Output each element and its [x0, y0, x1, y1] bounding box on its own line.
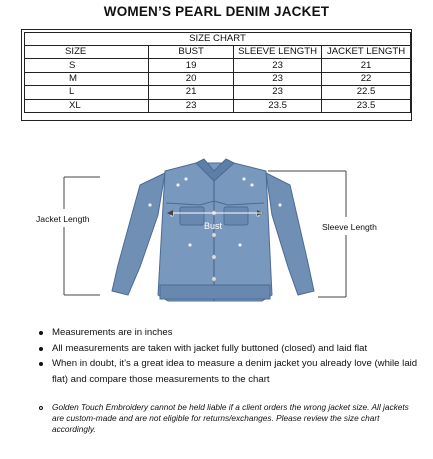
sleeve-length-cell: 23.5 — [234, 99, 322, 112]
jacket-length-cell: 22 — [322, 72, 411, 85]
sleeve-length-cell: 23 — [234, 59, 322, 72]
bust-cell: 23 — [149, 99, 234, 112]
column-header-sleeve-length: SLEEVE LENGTH — [234, 46, 322, 59]
size-cell: M — [25, 72, 149, 85]
size-cell: XL — [25, 99, 149, 112]
jacket-measurement-diagram — [0, 145, 433, 315]
table-row — [25, 99, 411, 112]
bust-cell: 19 — [149, 59, 234, 72]
size-chart-caption-row — [25, 33, 411, 46]
table-row — [25, 72, 411, 85]
size-cell: L — [25, 86, 149, 99]
sleeve-length-cell: 23 — [234, 72, 322, 85]
jacket-length-bracket — [64, 177, 100, 295]
column-header-size: SIZE — [25, 46, 149, 59]
bust-label: Bust — [204, 221, 223, 231]
jacket-length-cell: 21 — [322, 59, 411, 72]
disclaimer-note: Golden Touch Embroidery cannot be held liable if a client orders the wrong jacket size. All jackets are custom-made and are not eligible for returns/exchanges. Please review the size chart accordingly. — [36, 402, 416, 435]
column-header-bust: BUST — [149, 46, 234, 59]
list-item: When in doubt, it’s a great idea to measure a denim jacket you already love (while laid flat) and compare those measurements to the chart — [36, 356, 426, 387]
jacket-length-cell: 23.5 — [322, 99, 411, 112]
sleeve-length-cell: 23 — [234, 86, 322, 99]
column-header-jacket-length: JACKET LENGTH — [322, 46, 411, 59]
list-item: Measurements are in inches — [36, 325, 426, 341]
measurement-notes — [36, 325, 426, 387]
bullet-icon — [39, 362, 43, 366]
table-row — [25, 86, 411, 99]
size-chart-table — [24, 32, 411, 113]
hollow-bullet-icon — [39, 406, 43, 410]
table-row — [25, 59, 411, 72]
bullet-icon — [39, 347, 43, 351]
jacket-length-label: Jacket Length — [36, 214, 90, 224]
page-title: WOMEN’S PEARL DENIM JACKET — [103, 4, 330, 19]
bust-cell: 21 — [149, 86, 234, 99]
size-chart-caption: SIZE CHART — [25, 33, 411, 46]
size-cell: S — [25, 59, 149, 72]
bullet-icon — [39, 331, 43, 335]
list-item: All measurements are taken with jacket fully buttoned (closed) and laid flat — [36, 341, 426, 357]
sleeve-length-label: Sleeve Length — [322, 222, 377, 232]
bust-cell: 20 — [149, 72, 234, 85]
jacket-length-cell: 22.5 — [322, 86, 411, 99]
table-header-row — [25, 46, 411, 59]
